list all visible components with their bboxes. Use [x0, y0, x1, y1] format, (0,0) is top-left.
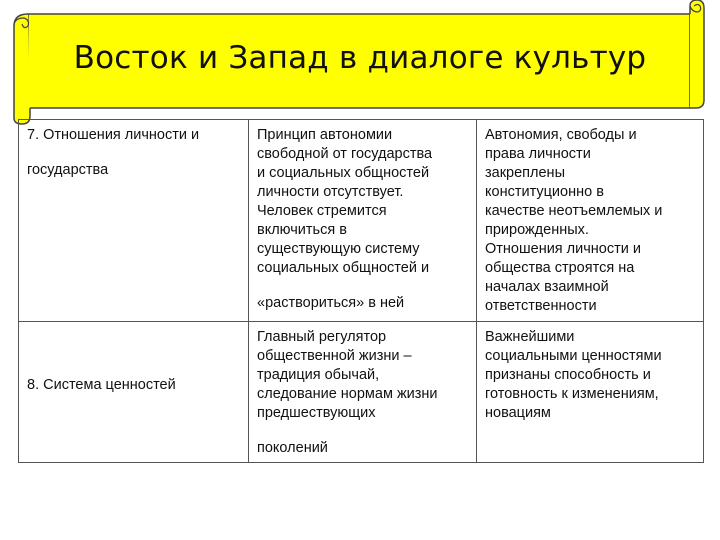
west-line: Автономия, свободы и [485, 127, 637, 143]
west-line: ответственности [485, 298, 597, 314]
topic-line: государства [27, 162, 109, 178]
east-line: Главный регулятор [257, 329, 387, 345]
east-line: предшествующих [257, 405, 376, 421]
west-line: права личности [485, 146, 591, 162]
west-line: социальными ценностями [485, 348, 662, 364]
west-line: новациям [485, 405, 551, 421]
east-line: личности отсутствует. [257, 184, 404, 200]
east-line: существующую систему [257, 241, 420, 257]
table-row [19, 120, 704, 322]
west-cell [477, 322, 704, 463]
east-line: следование нормам жизни [257, 386, 438, 402]
east-line: социальных общностей и [257, 260, 430, 276]
east-line: общественной жизни – [257, 348, 412, 364]
east-line: традиция обычай, [257, 367, 380, 383]
west-line: признаны способность и [485, 367, 651, 383]
east-line: свободной от государства [257, 146, 433, 162]
west-line: конституционно в [485, 184, 604, 200]
west-line: Важнейшими [485, 329, 575, 345]
east-line: Человек стремится [257, 203, 387, 219]
east-line: включиться в [257, 222, 347, 238]
title-scroll-banner [0, 0, 720, 130]
east-line-tail: поколений [257, 440, 328, 456]
west-cell [477, 120, 704, 322]
page-title: Восток и Запад в диалоге культур [73, 40, 647, 76]
west-line: прирожденных. [485, 222, 589, 238]
west-line: общества строятся на [485, 260, 635, 276]
east-cell [249, 322, 477, 463]
west-line: готовность к изменениям, [485, 386, 659, 402]
topic-cell [19, 322, 249, 463]
topic-line: 7. Отношения личности и [27, 127, 200, 143]
east-line: Принцип автономии [257, 127, 393, 143]
topic-cell [19, 120, 249, 322]
table-row [19, 322, 704, 463]
east-line-tail: «раствориться» в ней [257, 295, 405, 311]
east-cell [249, 120, 477, 322]
west-line: качестве неотъемлемых и [485, 203, 663, 219]
west-line: Отношения личности и [485, 241, 641, 257]
comparison-table [18, 119, 704, 463]
topic-line: 8. Система ценностей [27, 376, 176, 393]
west-line: началах взаимной [485, 279, 609, 295]
east-line: и социальных общностей [257, 165, 430, 181]
west-line: закреплены [485, 165, 565, 181]
